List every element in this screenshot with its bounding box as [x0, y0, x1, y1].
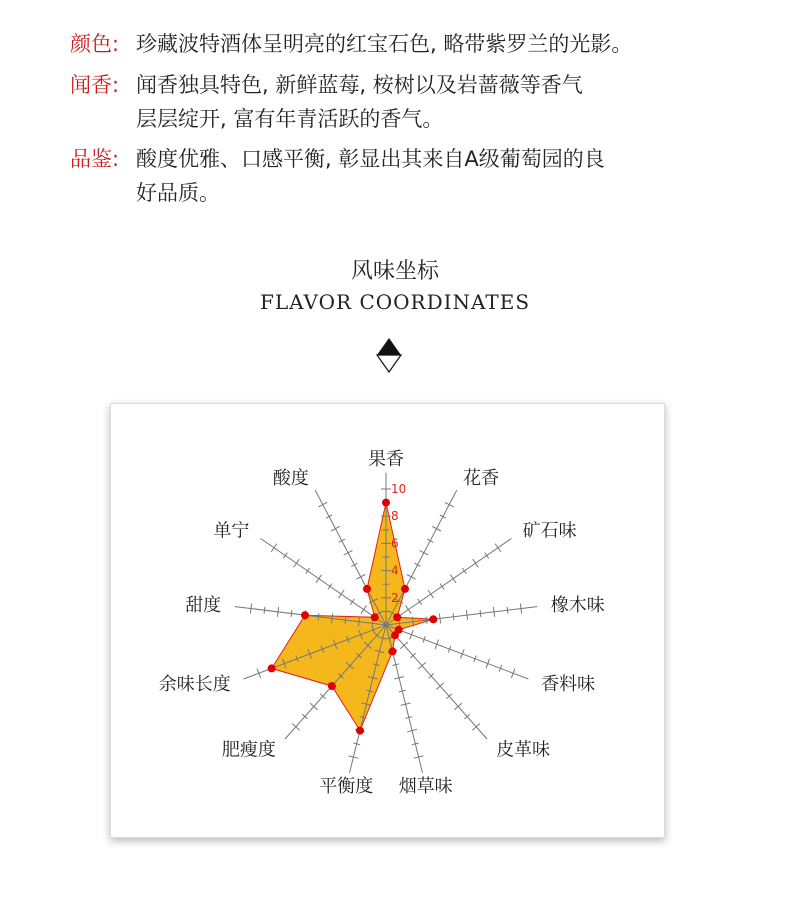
data-point-11	[301, 611, 309, 619]
section-title-cn: 风味坐标	[350, 259, 439, 284]
tick-label-8: 8	[391, 509, 399, 524]
axis-tick-3-5	[440, 584, 444, 590]
axis-tick-2-5	[415, 563, 421, 566]
axis-tick-3-3	[418, 599, 422, 605]
axis-tick-11-8	[277, 607, 278, 617]
section-title-en: FLAVOR COORDINATES	[259, 290, 531, 314]
axis-tick-2-10	[445, 502, 454, 507]
axis-label-13: 酸度	[272, 468, 309, 489]
data-point-7	[389, 647, 397, 655]
aroma-text	[136, 68, 583, 136]
axis-tick-12-7	[306, 568, 310, 574]
data-point-10	[268, 664, 276, 672]
axis-tick-13-9	[326, 515, 332, 518]
axis-tick-2-6	[420, 550, 429, 555]
flavor-chart-card	[110, 403, 665, 838]
axis-tick-3-10	[495, 544, 501, 552]
axis-tick-4-7	[480, 610, 481, 617]
axis-tick-3-4	[428, 590, 434, 598]
aroma-line-2: 层层绽开, 富有年青活跃的香气。	[136, 107, 444, 131]
axis-line-6	[386, 625, 487, 739]
axis-tick-3-7	[462, 568, 466, 574]
axis-label-4: 橡木味	[550, 595, 605, 616]
data-point-4	[429, 615, 437, 623]
axis-tick-4-4	[439, 614, 440, 624]
taste-line-2: 好品质。	[136, 181, 220, 205]
axis-tick-11-7	[291, 610, 292, 617]
data-point-3	[393, 613, 401, 621]
axis-tick-4-8	[493, 607, 494, 617]
axis-label-7: 烟草味	[398, 776, 453, 798]
taste-text	[136, 142, 605, 210]
axis-tick-4-9	[507, 607, 508, 614]
diamond-divider-icon	[376, 337, 402, 373]
axis-tick-13-4	[356, 575, 365, 580]
taste-line-1: 酸度优雅、口感平衡, 彰显出其来自A级葡萄园的良	[136, 147, 605, 171]
axis-label-12: 单宁	[213, 520, 250, 542]
data-point-9	[328, 682, 336, 690]
axis-tick-3-6	[450, 575, 456, 583]
tick-label-6: 6	[391, 536, 399, 551]
tick-label-10: 10	[391, 482, 407, 496]
flavor-radar-chart	[111, 404, 664, 837]
tick-label-4: 4	[391, 563, 399, 578]
axis-tick-11-10	[250, 604, 251, 614]
data-point-12	[371, 613, 379, 621]
axis-tick-4-3	[426, 617, 427, 624]
axis-tick-2-8	[432, 526, 441, 531]
axis-tick-2-4	[407, 575, 416, 580]
flavor-area-polygon	[272, 503, 434, 731]
axis-tick-12-8	[294, 559, 300, 567]
axis-label-6: 皮革味	[496, 739, 551, 761]
aroma-label: 闻香:	[70, 73, 120, 97]
axis-tick-12-10	[271, 544, 277, 552]
axis-line-7	[386, 625, 423, 773]
data-point-6	[391, 631, 399, 639]
data-point-1	[382, 499, 390, 507]
axis-tick-3-8	[473, 559, 479, 567]
axis-label-9: 肥瘦度	[221, 739, 276, 761]
axis-tick-12-3	[350, 599, 354, 605]
color-label: 颜色:	[70, 32, 120, 56]
data-point-2	[401, 585, 409, 593]
axis-tick-3-2	[406, 605, 412, 613]
axis-label-8: 平衡度	[319, 776, 374, 798]
axis-tick-3-9	[485, 553, 489, 559]
axis-label-11: 甜度	[185, 595, 222, 616]
axis-tick-12-2	[361, 605, 367, 613]
axis-tick-13-8	[331, 526, 340, 531]
axis-label-2: 花香	[463, 468, 500, 489]
color-text	[136, 27, 632, 61]
aroma-line-1: 闻香独具特色, 新鲜蓝莓, 桉树以及岩蔷薇等香气	[136, 73, 583, 97]
axis-label-3: 矿石味	[522, 520, 577, 542]
data-point-8	[356, 727, 364, 735]
axis-label-1: 果香	[368, 449, 404, 470]
axis-tick-4-10	[520, 604, 521, 614]
tick-label-2: 2	[391, 590, 399, 605]
axis-tick-2-9	[440, 515, 446, 518]
axis-tick-11-9	[264, 607, 265, 614]
taste-label: 品鉴:	[70, 147, 120, 171]
axis-tick-4-5	[453, 613, 454, 620]
color-line-1: 珍藏波特酒体呈明亮的红宝石色, 略带紫罗兰的光影。	[136, 32, 633, 56]
axis-tick-4-6	[466, 610, 467, 620]
axis-tick-13-6	[344, 550, 353, 555]
axis-tick-12-4	[338, 590, 344, 598]
axis-tick-13-10	[318, 502, 327, 507]
axis-label-5: 香料味	[541, 673, 596, 695]
axis-tick-13-5	[351, 563, 357, 566]
axis-tick-12-5	[328, 584, 332, 590]
axis-line-5	[386, 625, 528, 679]
axis-tick-12-6	[316, 575, 322, 583]
axis-tick-12-9	[283, 553, 287, 559]
data-point-13	[363, 585, 371, 593]
axis-label-10: 余味长度	[158, 673, 231, 695]
